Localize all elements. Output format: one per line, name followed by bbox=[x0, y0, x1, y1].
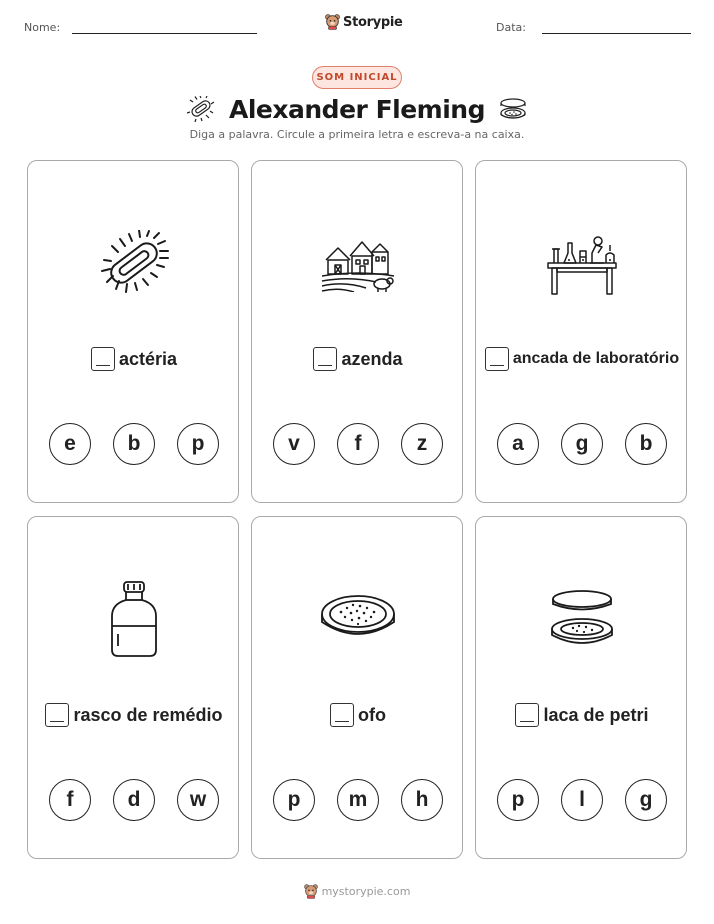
word-card bbox=[475, 516, 687, 859]
lab-bench-icon bbox=[546, 231, 618, 295]
petri-dish-icon bbox=[549, 589, 615, 649]
mold-dish-icon bbox=[319, 592, 397, 646]
petri-dish-icon bbox=[499, 97, 527, 121]
footer-url[interactable]: mystorypie.com bbox=[321, 885, 411, 898]
letter-option[interactable]: p bbox=[273, 779, 315, 821]
word-text: ofo bbox=[358, 704, 386, 725]
title-row bbox=[0, 92, 714, 126]
letter-option[interactable]: d bbox=[113, 779, 155, 821]
word-row bbox=[252, 703, 464, 727]
word-card bbox=[251, 160, 463, 503]
section-badge: SOM INICIAL bbox=[312, 66, 402, 89]
word-text: laca de petri bbox=[543, 704, 649, 725]
instructions: Diga a palavra. Circule a primeira letra e escreva-a na caixa. bbox=[189, 128, 525, 141]
letter-options bbox=[476, 779, 688, 821]
farm-icon bbox=[320, 234, 396, 292]
word-row bbox=[476, 703, 688, 727]
answer-box[interactable] bbox=[485, 347, 509, 371]
answer-box[interactable] bbox=[45, 703, 69, 727]
letter-option[interactable]: p bbox=[497, 779, 539, 821]
word-text: rasco de remédio bbox=[73, 704, 223, 725]
letter-option[interactable]: b bbox=[113, 423, 155, 465]
letter-option[interactable]: a bbox=[497, 423, 539, 465]
word-text: azenda bbox=[341, 348, 403, 369]
answer-box[interactable] bbox=[91, 347, 115, 371]
answer-box[interactable] bbox=[313, 347, 337, 371]
letter-option[interactable]: h bbox=[401, 779, 443, 821]
letter-option[interactable]: w bbox=[177, 779, 219, 821]
answer-box[interactable] bbox=[515, 703, 539, 727]
name-label: Nome: bbox=[24, 21, 61, 34]
word-row bbox=[252, 347, 464, 371]
date-field[interactable] bbox=[542, 33, 691, 34]
letter-options bbox=[476, 423, 688, 465]
letter-option[interactable]: g bbox=[625, 779, 667, 821]
letter-option[interactable]: e bbox=[49, 423, 91, 465]
bear-logo-icon bbox=[325, 14, 340, 30]
name-field[interactable] bbox=[72, 33, 257, 34]
letter-option[interactable]: f bbox=[337, 423, 379, 465]
letter-option[interactable]: l bbox=[561, 779, 603, 821]
page-title: Alexander Fleming bbox=[229, 94, 485, 124]
word-text: ancada de laboratório bbox=[512, 350, 680, 367]
word-card bbox=[251, 516, 463, 859]
bacteria-icon bbox=[96, 230, 172, 296]
storypie-logo bbox=[325, 14, 403, 30]
letter-option[interactable]: f bbox=[49, 779, 91, 821]
footer bbox=[0, 884, 714, 899]
word-card bbox=[475, 160, 687, 503]
word-row bbox=[28, 347, 240, 371]
worksheet-header bbox=[0, 14, 714, 44]
letter-options bbox=[252, 423, 464, 465]
letter-options bbox=[28, 423, 240, 465]
letter-option[interactable]: m bbox=[337, 779, 379, 821]
letter-option[interactable]: p bbox=[177, 423, 219, 465]
logo-text: Storypie bbox=[343, 14, 403, 30]
bacteria-icon bbox=[187, 96, 215, 122]
word-card bbox=[27, 516, 239, 859]
word-row bbox=[476, 347, 688, 371]
letter-options bbox=[28, 779, 240, 821]
medicine-bottle-icon bbox=[108, 580, 160, 658]
word-text: actéria bbox=[118, 348, 178, 369]
letter-option[interactable]: z bbox=[401, 423, 443, 465]
word-row bbox=[28, 703, 240, 727]
letter-option[interactable]: b bbox=[625, 423, 667, 465]
bear-logo-icon bbox=[304, 884, 318, 899]
word-card bbox=[27, 160, 239, 503]
letter-option[interactable]: g bbox=[561, 423, 603, 465]
letter-option[interactable]: v bbox=[273, 423, 315, 465]
date-label: Data: bbox=[496, 21, 526, 34]
answer-box[interactable] bbox=[330, 703, 354, 727]
letter-options bbox=[252, 779, 464, 821]
